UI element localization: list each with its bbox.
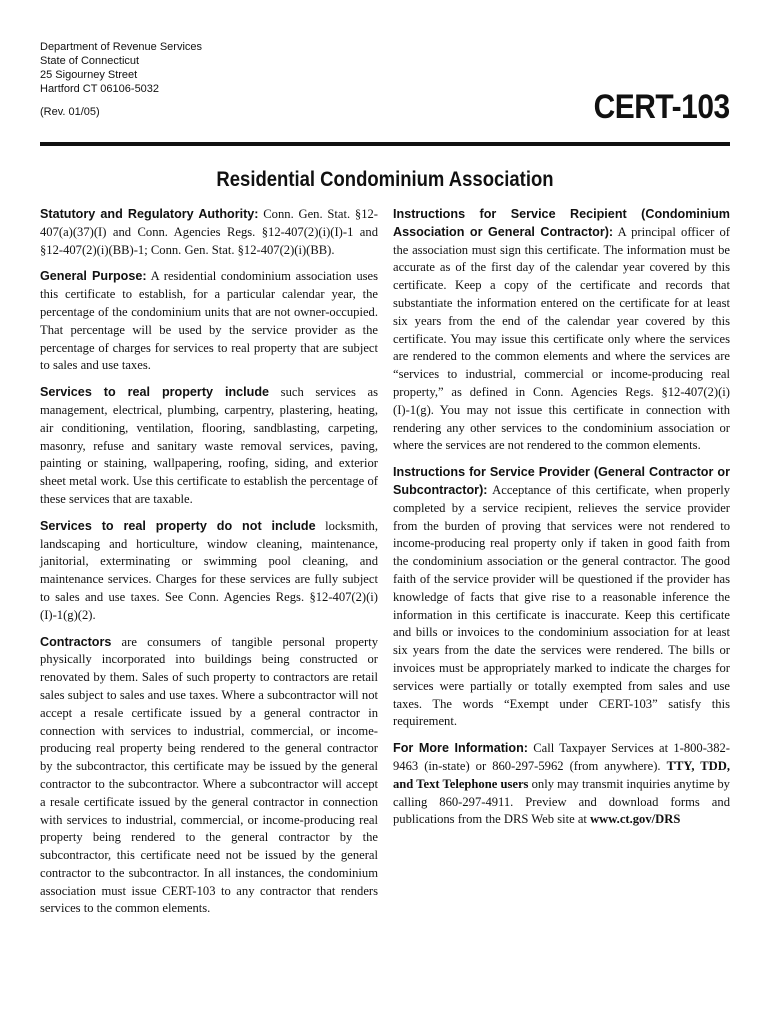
general-purpose-paragraph bbox=[40, 268, 378, 375]
section-heading: Services to real property include bbox=[40, 385, 270, 400]
section-heading: Statutory and Regulatory Authority: bbox=[40, 207, 259, 221]
section-text: A residential condominium association uses this certificate to establish, for a particular calendar year, the percentage of the condominium units that are not owner-occupied. That percentage will be used by the service provider as the percentage of charges for services to real property that are subject to sales and use taxes. bbox=[40, 269, 379, 373]
more-information-paragraph bbox=[393, 740, 730, 829]
section-text: Call Taxpayer Services at 1-800-382-9463 (in-state) or 860-297-5962 (from anywhere). bbox=[393, 741, 730, 773]
website-link[interactable]: www.ct.gov/DRS bbox=[590, 812, 681, 827]
section-heading: Contractors bbox=[40, 634, 112, 649]
contractors-paragraph bbox=[40, 634, 378, 919]
provider-instructions-paragraph bbox=[393, 464, 730, 731]
agency-address bbox=[40, 40, 202, 96]
header-divider bbox=[40, 142, 730, 146]
left-column bbox=[40, 206, 378, 927]
section-heading: Services to real property do not include bbox=[40, 518, 316, 533]
address-line: State of Connecticut bbox=[40, 55, 140, 67]
section-heading: For More Information: bbox=[393, 741, 528, 756]
section-text: locksmith, landscaping and horticulture, window cleaning, maintenance, janitorial, exterminating or swimming pool cleaning, and maintenance services. Charges for these services are fully subject to sales and use taxes. See Conn. Agencies Regs. §12-407(2)(i)(I)-1(g)(2). bbox=[40, 518, 378, 622]
section-text: only may transmit inquiries anytime by calling 860-297-4911. Preview and download forms and publications from the DRS Web site at bbox=[393, 776, 730, 827]
address-line: Department of Revenue Services bbox=[40, 41, 203, 53]
services-include-paragraph bbox=[40, 384, 378, 509]
section-text: Conn. Gen. Stat. §12-407(a)(37)(I) and Conn. Agencies Regs. §12-407(2)(i)(I)-1 and §12-407(2)(i)(BB)-1; Conn. Gen. Stat. §12-407(2)(i)(BB). bbox=[40, 207, 378, 257]
statutory-authority-paragraph bbox=[40, 206, 378, 259]
services-not-include-paragraph bbox=[40, 518, 378, 625]
form-number: CERT-103 bbox=[593, 88, 730, 126]
section-text: A principal officer of the association must sign this certificate. The information must be accurate as of the first day of the calendar year covered by this certificate. Keep a copy of the certificate and records that substantiate the information entered on the certificate for at least six years from the end of the calendar year covered by this certificate. You may issue this certificate only where the services are rendered to the common elements and where the services are “services to industrial, commercial or income-producing real property,” as defined in Conn. Agencies Regs. §12-407(2)(i)(I)-1(g). You may not issue this certificate in connection with rendering any other services to the condominium association or where the services are not rendered to the common elements. bbox=[393, 224, 730, 453]
section-text: Acceptance of this certificate, when properly completed by a service recipient, relieves the service provider from the burden of proving that services were not rendered to income-producing real property only if taken in good faith from the condominium association or the general contractor. The good faith of the service provider will be questioned if the provider has knowledge of facts that give rise to a reasonable inference the information in this certificate is inaccurate. Keep this certificate and bills or invoices to the condominium association for at least six years from the date the services were rendered. The bills or invoices must be appropriately marked to indicate the charges for services were partially or totally exempted from sales and use taxes. The words “Exempt under CERT-103” satisfy this requirement. bbox=[393, 482, 730, 729]
section-heading: General Purpose: bbox=[40, 269, 147, 284]
recipient-instructions-paragraph bbox=[393, 206, 730, 455]
section-heading: Instructions for Service Recipient (Condominium Association or General Contractor): bbox=[393, 207, 730, 239]
document-title: Residential Condominium Association bbox=[216, 168, 554, 191]
tty-phrase: TTY, TDD, and Text Telephone users bbox=[393, 758, 730, 791]
right-column bbox=[393, 206, 730, 838]
section-text: such services as management, electrical, plumbing, carpentry, plastering, heating, air conditioning, ventilation, flooring, sandblasting, carpeting, masonry, refuse and sanitary waste removal services, paving, painting or staining, wallpapering, roofing, siding, and exterior sheet metal work. Use this certificate to establish the percentage of these services that are taxable. bbox=[40, 385, 378, 506]
section-text: are consumers of tangible personal property physically incorporated into buildings being constructed or renovated by them. Sales of such property to contractors are retail sales subject to sales and use taxes. Where a subcontractor will not accept a resale certificate issued by a general contractor in connection with services to industrial, commercial, or income-producing real property being rendered to the general contractor by the subcontractor, this certificate may be issued by the general contractor to the subcontractor. Where a subcontractor will accept a resale certificate issued by the general contractor in connection with services to industrial, commercial, or income-producing real property being rendered to the general contractor by the subcontractor, this certificate need not be issued by the general contractor to the subcontractor. In all instances, the condominium association must issue CERT-103 to any contractor that renders services to the common elements. bbox=[40, 634, 378, 916]
section-heading: Instructions for Service Provider (General Contractor or Subcontractor): bbox=[393, 465, 730, 497]
revision-date: (Rev. 01/05) bbox=[40, 106, 100, 118]
address-line: 25 Sigourney Street bbox=[40, 69, 138, 81]
address-line: Hartford CT 06106-5032 bbox=[40, 83, 160, 95]
